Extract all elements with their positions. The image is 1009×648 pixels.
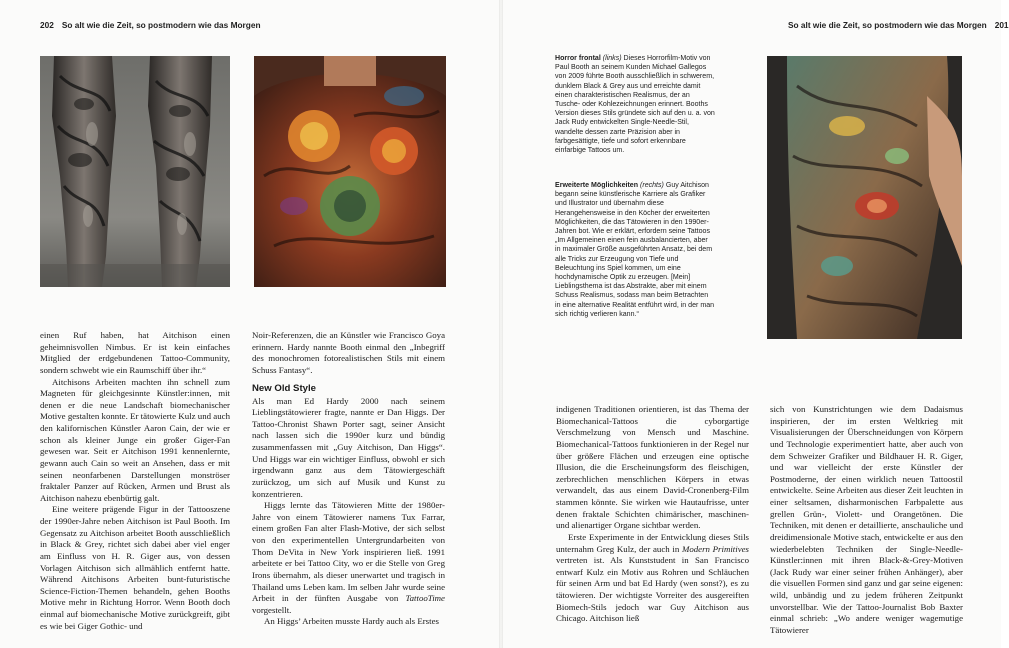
tattoo-torso-photo-icon [767,56,962,339]
paragraph: sich von Kunstrichtungen wie dem Dadaismus inspirieren, der im ersten Weltkrieg mit Visualisierungen der Überschneidungen von Körpern und Technologie experimentiert hatte, aber auch von dem Schweizer Grafiker und Bildhauer H. R. Giger, und war vielleicht der erste Künstler der Postmoderne, der einen wirklich neuen Tattoostil entwickelte. Seine Arbeiten aus dieser Zeit leuchten in einer seltsamen, disharmonischen Farbpalette aus grellen Grün-, Violett- und Orangetönen. Die Techniken, mit denen er detaillierte, anschauliche und dreidimensionale Motive stach, entwickelte er aus den wiederbelebten Techniken der Single-Needle-Künstler:innen mit ihren Black-&-Grey-Motiven (Jack Rudy war einer seiner frühen Anhänger), aber die visuellen Formen sind ganz und gar seine eigenen: wild, unbändig und zu jedem früheren Zeitpunkt unvorstellbar. Wie der Tattoo-Journalist Bob Baxter einmal schrieb: „Wo andere weniger wagemutige Tätowierer [770,404,963,635]
paragraph: einen Ruf haben, hat Aitchison einen geheimnisvollen Nimbus. Er ist kein einfaches Mitglied der erdgebundenen Tattoo-Community, sondern schwebt wie ein Raumschiff über ihr.“ [40,330,230,375]
caption-text: Guy Aitchison begann seine künstlerische Karriere als Grafiker und Illustrator und übernahm diese Herangehensweise in den Köcher der erweiterten Möglichkeiten, die das Tätowieren in den 1990er-Jahren bot. Wie er erklärt, erfordern seine Tattoos „Im Allgemeinen einen fein ausbalancierten, aber in maximaler Größe ausgeführten Ansatz, bei dem alle Tricks zur Erzeugung von Tiefe und Beleuchtung ins Spiel kommen, um eine hochdynamische Optik zu erzeugen. [Mein] Lieblingsthema ist das Abstrakte, aber mit einem Schuss Realismus, sodass man beim Betrachten in eine alternative Realität entführt wird, in der man sich richtig verlieren kann.“ [555,182,715,318]
paragraph: Aitchisons Arbeiten machten ihn schnell zum Magneten für gleichgesinnte Künstler:innen, mit denen er die neue Landschaft biomechanischer Motive gestalten konnte. Er tätowierte Kulz und auch den kalifornischen Künstler Aaron Cain, der wie er schon als kleiner Junge ein großer Giger-Fan gewesen war. Seit er Aitchison 1991 kennenlernte, gewann auch Cain so weit an Ansehen, dass er mit seinen neonfarbenen Darstellungen monströser fraktaler Panzer auf Rücken, Armen und Brust als Aitchison nahezu ebenbürtig galt. [40,376,230,503]
caption-direction: (rechts) [640,182,664,189]
paragraph-text: vertreten ist. Als Kunststudent in San Francisco entwarf Kulz ein Motiv aus Rohren und Schläuchen für seinen Arm und bat Ed Hardy (wen sonst?), es zu tätowieren. Der wichtigste Vorreiter des ausgereiften Biomech-Stils jedoch war Guy Aitchison aus Chicago. Aitchison ließ [556,555,749,624]
paragraph-text: Higgs lernte das Tätowieren Mitte der 1980er-Jahre von einem Tätowierer namens Tux Farrar, einem großen Fan alter Flash-Motive, der sich selbst von den experimentellen Untergrundarbeiten von Thom DeVita in New York inspirieren ließ. 1991 arbeitete er bei Tattoo City, wo er die Stelle von Greg Irons übernahm, als dieser unerwartet und tragisch in Thailand ums Leben kam. Im selben Jahr wurde seine Arbeit in der fünften Ausgabe von [252,500,445,604]
section-heading: New Old Style [252,382,316,394]
running-header-left [40,20,261,32]
running-header-right [788,20,1009,32]
text-column-2 [252,330,445,627]
photo-caption-horror-frontal [555,54,715,155]
book-gutter [499,0,503,648]
paragraph: An Higgs’ Arbeiten musste Hardy auch als Erstes [264,616,439,627]
caption-title: Erweiterte Möglichkeiten [555,182,639,189]
caption-text: Dieses Horrorfilm-Motiv von Paul Booth an seinem Kunden Michael Gallegos von 2009 führte Booth ausschließlich in schwerem, dunklem Black & Grey aus und erreichte damit einen charakteristischen Realismus, der an Tusche- oder Kohlezeichnungen erinnert. Booths Version dieses Stils gründete sich auf den u. a. von Jack Rudy entwickelten Single-Needle-Stil, wandelte dessen zarte Präzision aber in farbgesättigte, tiefe und sofort erkennbare einfarbige Tattoos um. [555,55,715,155]
book-title: Modern Primitives [681,543,750,554]
paragraph: Als man Ed Hardy 2000 nach seinem Lieblingstätowierer fragte, nannte er Dan Higgs. Der Tattoo-Chronist Shawn Porter sagt, seiner Ansicht nach lassen sich die 1990er kurz und bündig zusammenfassen mit „Guy Aitchison, Dan Higgs“. Und Higgs war ein wichtiger Einfluss, obwohl er sich irgendwann ganz aus dem Tätowiergeschäft zurückzog, um sich auf Musik und Kunst zu konzentrieren. [252,395,445,499]
running-title-left: So alt wie die Zeit, so postmodern wie das Morgen [61,20,261,30]
page-number-right: 201 [994,20,1009,30]
photo-caption-erweiterte-moeglichkeiten [555,181,715,319]
paragraph-text: Erste Experimente in der Entwicklung dieses Stils unternahm Greg Kulz, der auch in [556,531,749,554]
tattoo-legs-photo-icon [40,56,230,287]
caption-title: Horror frontal [555,55,601,62]
text-column-3 [556,404,749,626]
paragraph: indigenen Traditionen orientieren, ist das Thema der Biomechanical-Tattoos die cyborgartige Verschmelzung von Mensch und Maschine. Biomechanical-Tattoos funktionieren in der Regel nur über größere Flächen und erzeugen eine optische Illusion, die die Erscheinungsform des fleischigen, zerbrechlichen menschlichen Körpers in etwas verwandelt, das aus einem David-Cronenberg-Film stammen könnte. Sie wirken wie Hautaufrisse, unter denen fraktale Schichten chimärischer, maschinen- und alienartiger Organe sichtbar werden. [556,404,749,531]
paragraph-text: vorgestellt. [252,604,292,615]
page-number-left: 202 [40,20,54,30]
magazine-title: TattooTime [405,593,445,604]
text-column-1 [40,330,230,631]
text-column-4 [770,404,963,635]
paragraph [252,500,445,616]
running-title-right: So alt wie die Zeit, so postmodern wie das Morgen [788,20,987,30]
paragraph: Eine weitere prägende Figur in der Tattooszene der 1990er-Jahre neben Aitchison ist Paul Booth. Im Gegensatz zu Aitchison arbeitet Booth ausschließlich in Black & Grey, richtet sich dabei aber viel enger am Einfluss von H. R. Giger aus, von dessen Vorlagen Aitchison sich allmählich entfernt hatte. Während Aitchisons Arbeiten bunt-futuristische Science-Fiction-Themen behandeln, gehen Booths Motive mehr in Richtung Horror. Wenn Booth doch einmal auf biomechanische Motive zurückgreift, gibt es wie bei Giger Gothic- und [40,504,230,631]
caption-direction: (links) [602,55,622,62]
paragraph: Noir-Referenzen, die an Künstler wie Francisco Goya erinnern. Hardy nannte Booth einmal den „Inbegriff des monochromen fotorealistischen Stils mit einem Schuss Fantasy“. [252,330,445,375]
tattoo-chest-photo-icon [254,56,446,287]
paragraph [556,532,749,625]
